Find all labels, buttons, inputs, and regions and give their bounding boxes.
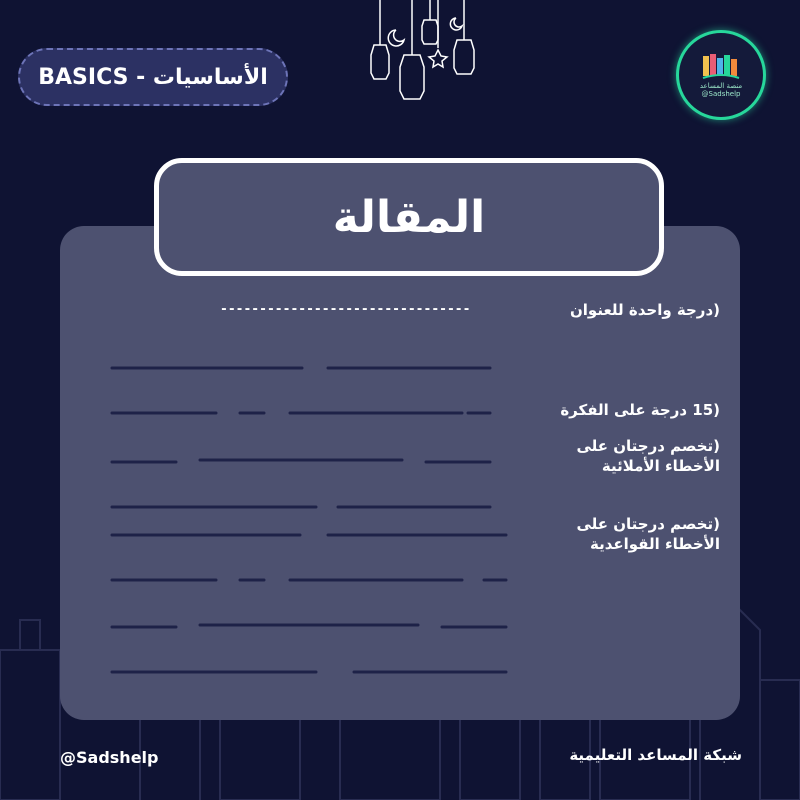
logo-name: منصة المساعد [699, 82, 743, 90]
criterion-title: (درجة واحدة للعنوان [569, 301, 720, 319]
basics-badge: الأساسيات - BASICS [18, 48, 288, 106]
logo-handle: @Sadshelp [701, 90, 741, 98]
criterion-idea: (15 درجة على الفكرة [560, 401, 720, 419]
footer-handle: @Sadshelp [60, 748, 159, 767]
title-dashes: -------------------------------- [220, 302, 471, 317]
criterion-spelling: (تخصم درجتان على الأخطاء الأملائية [576, 437, 720, 475]
criterion-grammar: (تخصم درجتان على الأخطاء القواعدية [576, 515, 720, 553]
page-title: المقالة [154, 158, 664, 276]
footer-network: شبكة المساعد التعليمية [569, 746, 742, 764]
